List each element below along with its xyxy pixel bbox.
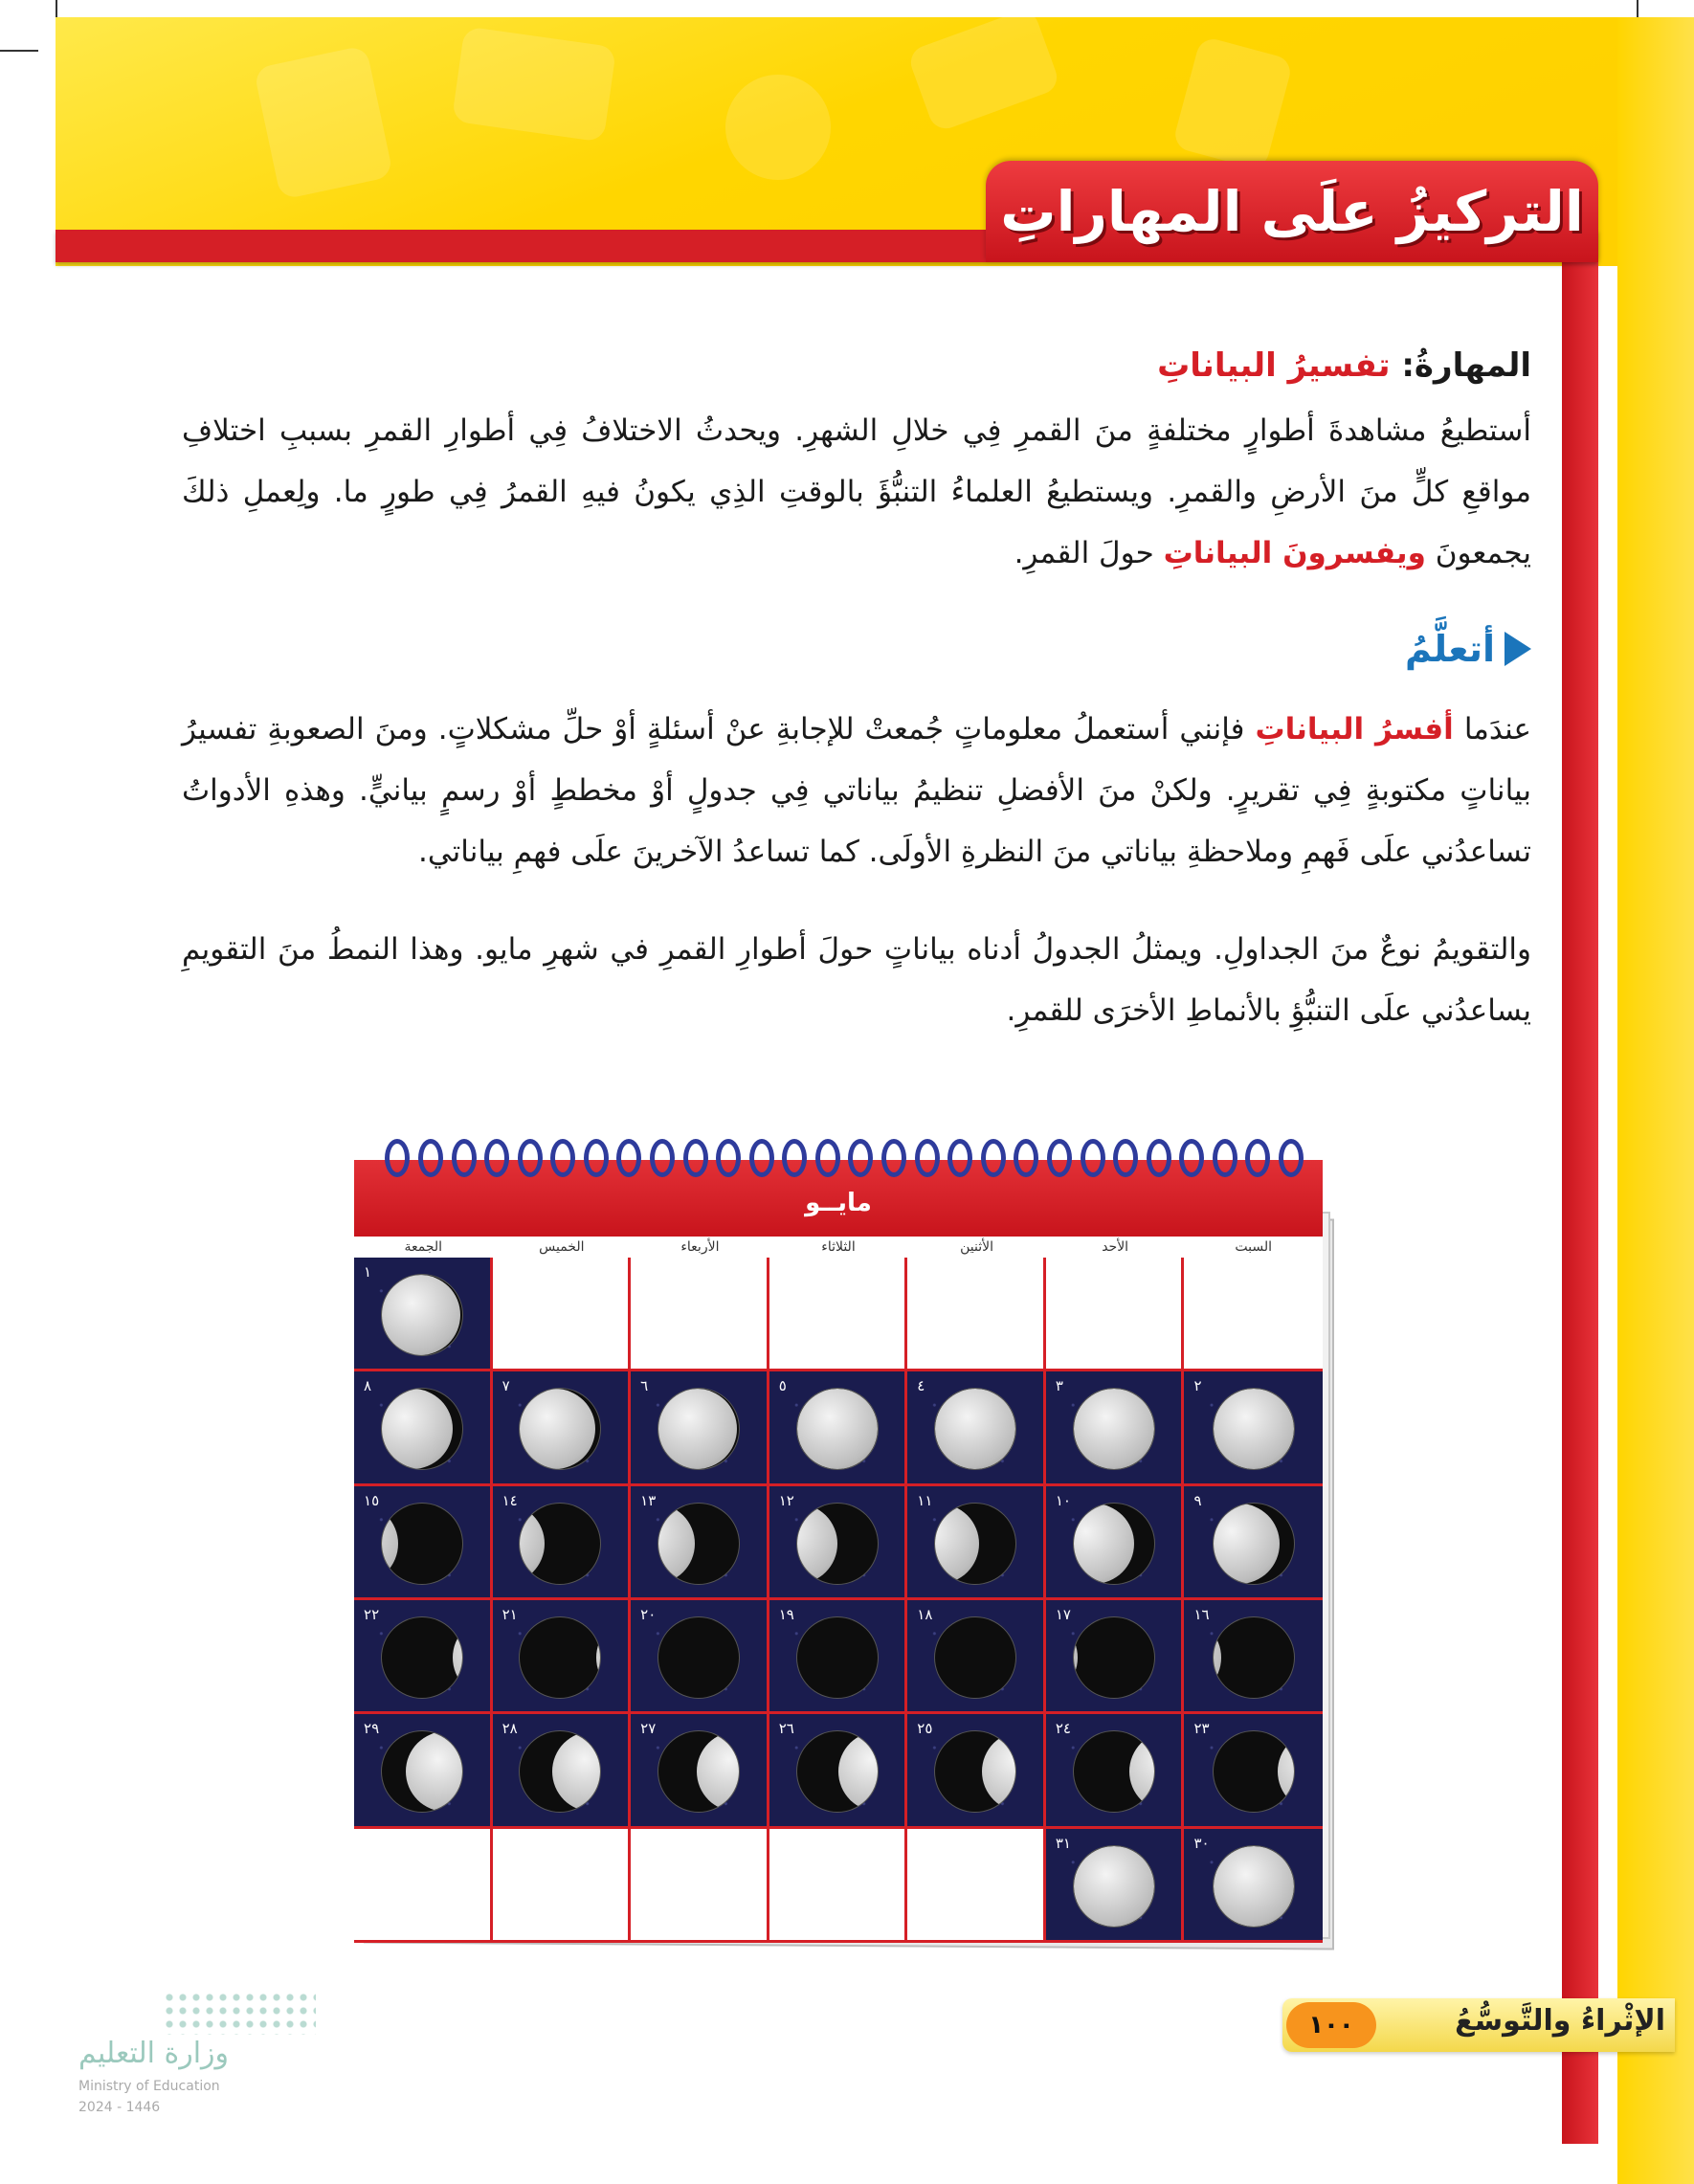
moon-phase-icon	[658, 1389, 739, 1469]
calendar-ring	[981, 1139, 1006, 1177]
calendar-empty-cell	[493, 1829, 632, 1943]
moon-lit-part	[382, 1389, 453, 1469]
day-number: ٢٠	[640, 1606, 657, 1623]
moon-lit-part	[1074, 1617, 1078, 1698]
moon-phase-icon	[1214, 1617, 1294, 1698]
section-title-tab	[986, 161, 1598, 262]
calendar-day-cell	[493, 1600, 632, 1714]
day-number: ١٠	[1055, 1491, 1071, 1509]
moon-phase-calendar	[354, 1139, 1328, 1943]
calendar-ring	[683, 1139, 708, 1177]
day-number: ١٦	[1193, 1606, 1210, 1623]
moon-lit-part	[935, 1389, 1015, 1469]
calendar-empty-cell	[907, 1258, 1046, 1371]
moon-phase-icon	[1214, 1504, 1294, 1584]
moon-lit-part	[1074, 1846, 1154, 1927]
calendar-ring	[881, 1139, 906, 1177]
calendar-empty-cell	[1046, 1258, 1185, 1371]
moon-phase-icon	[1074, 1731, 1154, 1812]
day-number: ١٩	[778, 1606, 794, 1623]
calendar-empty-cell	[631, 1258, 769, 1371]
calendar-day-cell	[354, 1258, 493, 1371]
skill-line	[182, 346, 1531, 385]
ministry-name-ar: وزارة التعليم	[78, 2037, 230, 2070]
moon-lit-part	[520, 1504, 544, 1584]
moon-lit-part	[596, 1617, 600, 1698]
calendar-empty-cell	[631, 1829, 769, 1943]
calendar-empty-cell	[907, 1829, 1046, 1943]
moon-lit-part	[1129, 1731, 1153, 1812]
day-number: ١	[364, 1263, 372, 1281]
learn-p1-highlight: أفسرُ البياناتِ	[1255, 712, 1454, 747]
calendar-day-cell	[631, 1714, 769, 1828]
section-title: التركيزُ علَى المهاراتِ	[1000, 179, 1584, 244]
calendar-ring	[915, 1139, 940, 1177]
calendar-ring	[1213, 1139, 1237, 1177]
day-number: ١٢	[778, 1491, 794, 1509]
moon-lit-part	[982, 1731, 1015, 1812]
calendar-day-cell	[1184, 1486, 1323, 1600]
calendar-ring	[1179, 1139, 1204, 1177]
moon-phase-icon	[382, 1617, 462, 1698]
weekday-label: الأثنين	[960, 1239, 993, 1255]
day-number: ٢	[1193, 1377, 1202, 1395]
calendar-day-cell	[354, 1714, 493, 1828]
day-number: ١٣	[640, 1491, 657, 1509]
moon-phase-icon	[520, 1731, 600, 1812]
intro-text-b: حولَ القمرِ.	[1014, 536, 1154, 570]
calendar-day-cell	[631, 1600, 769, 1714]
page-edge-yellow	[1617, 17, 1694, 2184]
learn-p1-a: عندَما	[1463, 712, 1531, 747]
calendar-ring	[815, 1139, 840, 1177]
day-number: ٢٧	[640, 1720, 657, 1738]
learn-p1-b: فإنني أستعملُ معلوماتٍ جُمعتْ للإجابةِ عنْ أسئلةٍ أوْ حلِّ مشكلاتٍ. ومنَ الصعوبةِ تفسيرُ بياناتٍ مكتوبةٍ فِي تقريرٍ. ولكنْ منَ الأفضلِ تنظيمُ بياناتي فِي جدولٍ أوْ مخططٍ أوْ رسمٍ بيانيٍّ. وهذهِ الأدواتُ تساعدُني علَى فَهمِ وملاحظةِ بياناتي منَ النظرةِ الأولَى. كما تساعدُ الآخرينَ علَى فهمِ بياناتي.	[182, 712, 1531, 869]
moon-phase-icon	[382, 1731, 462, 1812]
moon-lit-part	[382, 1275, 460, 1355]
calendar-ring	[452, 1139, 477, 1177]
learn-heading	[182, 628, 1531, 670]
moon-lit-part	[1214, 1389, 1294, 1469]
calendar-day-cell	[769, 1486, 908, 1600]
skill-name: تفسيرُ البياناتِ	[1157, 346, 1391, 385]
calendar-rings	[385, 1139, 1304, 1187]
calendar-day-cell	[354, 1371, 493, 1485]
calendar-day-cell	[1184, 1371, 1323, 1485]
calendar-empty-cell	[354, 1829, 493, 1943]
calendar-weekdays	[354, 1237, 1323, 1258]
moon-lit-part	[552, 1731, 600, 1812]
calendar-empty-cell	[769, 1258, 908, 1371]
moon-lit-part	[658, 1389, 737, 1469]
moon-lit-part	[406, 1731, 462, 1812]
calendar-day-cell	[1046, 1829, 1185, 1943]
day-number: ١٧	[1055, 1606, 1071, 1623]
weekday-label: الثلاثاء	[821, 1239, 856, 1255]
moon-phase-icon	[935, 1731, 1015, 1812]
pointer-triangle-icon	[1505, 632, 1531, 666]
day-number: ٢٥	[917, 1720, 933, 1738]
learn-block-2	[182, 919, 1531, 1041]
skill-label: المهارةُ:	[1401, 346, 1531, 385]
day-number: ٢٤	[1055, 1720, 1071, 1738]
calendar-empty-cell	[769, 1829, 908, 1943]
calendar-ring	[848, 1139, 873, 1177]
crop-mark	[0, 50, 38, 52]
moon-phase-icon	[520, 1504, 600, 1584]
calendar-ring	[550, 1139, 575, 1177]
day-number: ١٥	[364, 1491, 380, 1509]
day-number: ٣٠	[1193, 1834, 1210, 1852]
ministry-name-en: Ministry of Education	[78, 2079, 220, 2094]
moon-lit-part	[1214, 1504, 1280, 1584]
moon-phase-icon	[935, 1617, 1015, 1698]
calendar-ring	[584, 1139, 609, 1177]
learn-paragraph-1	[182, 699, 1531, 882]
page-edge-red	[1562, 230, 1598, 2144]
moon-phase-icon	[520, 1617, 600, 1698]
calendar-ring	[650, 1139, 675, 1177]
day-number: ١٨	[917, 1606, 933, 1623]
learn-paragraph-2: والتقويمُ نوعٌ منَ الجداولِ. ويمثلُ الجدولُ أدناه بياناتٍ حولَ أطوارِ القمرِ في شهرِ مايو. وهذا النمطُ منَ التقويمِ يساعدُني علَى التنبُّؤِ بالأنماطِ الأخرَى للقمرِ.	[182, 932, 1531, 1028]
day-number: ٩	[1193, 1491, 1202, 1509]
calendar-day-cell	[1046, 1714, 1185, 1828]
calendar-ring	[1245, 1139, 1270, 1177]
moon-lit-part	[1214, 1846, 1294, 1927]
calendar-ring	[1147, 1139, 1171, 1177]
moon-phase-icon	[658, 1504, 739, 1584]
calendar-ring	[1047, 1139, 1072, 1177]
calendar-day-cell	[1046, 1600, 1185, 1714]
calendar-ring	[385, 1139, 410, 1177]
moon-phase-icon	[1214, 1846, 1294, 1927]
moon-lit-part	[520, 1389, 595, 1469]
moon-phase-icon	[658, 1731, 739, 1812]
calendar-empty-cell	[1184, 1258, 1323, 1371]
moon-lit-part	[382, 1504, 398, 1584]
moon-phase-icon	[797, 1504, 878, 1584]
calendar-day-cell	[631, 1486, 769, 1600]
moon-phase-icon	[935, 1389, 1015, 1469]
moon-phase-icon	[1214, 1389, 1294, 1469]
calendar-ring	[418, 1139, 443, 1177]
moon-lit-part	[797, 1504, 837, 1584]
calendar-day-cell	[1184, 1600, 1323, 1714]
calendar-ring	[947, 1139, 972, 1177]
day-number: ٣١	[1055, 1834, 1071, 1852]
moon-lit-part	[838, 1731, 877, 1812]
calendar-ring	[1279, 1139, 1304, 1177]
moon-phase-icon	[797, 1731, 878, 1812]
intro-highlight: ويفسرونَ البياناتِ	[1163, 536, 1426, 570]
calendar-day-cell	[1184, 1829, 1323, 1943]
day-number: ٢٦	[778, 1720, 794, 1738]
calendar-day-cell	[354, 1486, 493, 1600]
calendar-empty-cell	[493, 1258, 632, 1371]
moon-phase-icon	[382, 1389, 462, 1469]
day-number: ٢١	[502, 1606, 518, 1623]
calendar-day-cell	[493, 1486, 632, 1600]
moon-lit-part	[453, 1617, 462, 1698]
calendar-day-cell	[907, 1371, 1046, 1485]
weekday-label: الأحد	[1102, 1239, 1129, 1255]
calendar-day-cell	[769, 1371, 908, 1485]
moon-phase-icon	[797, 1617, 878, 1698]
calendar-day-cell	[907, 1486, 1046, 1600]
learn-heading-text: أتعلَّمُ	[1404, 628, 1495, 670]
weekday-label: السبت	[1235, 1239, 1273, 1255]
calendar-day-cell	[769, 1714, 908, 1828]
calendar-day-cell	[1046, 1371, 1185, 1485]
calendar-ring	[1081, 1139, 1105, 1177]
calendar-ring	[716, 1139, 741, 1177]
day-number: ١٤	[502, 1491, 518, 1509]
day-number: ٦	[640, 1377, 649, 1395]
moon-phase-icon	[1074, 1504, 1154, 1584]
weekday-label: الخميس	[539, 1239, 585, 1255]
calendar-day-cell	[631, 1371, 769, 1485]
moon-phase-icon	[1074, 1389, 1154, 1469]
moon-phase-icon	[797, 1389, 878, 1469]
moon-lit-part	[797, 1389, 878, 1469]
moon-lit-part	[697, 1731, 739, 1812]
calendar-ring	[1113, 1139, 1138, 1177]
calendar-day-cell	[1046, 1486, 1185, 1600]
moon-phase-icon	[382, 1275, 462, 1355]
weekday-label: الأربعاء	[680, 1239, 720, 1255]
day-number: ٧	[502, 1377, 510, 1395]
calendar-ring	[749, 1139, 774, 1177]
intro-text-a: أستطيعُ مشاهدةَ أطوارٍ مختلفةٍ منَ القمرِ فِي خلالِ الشهرِ. ويحدثُ الاختلافُ فِي أطوارِ القمرِ بسببِ اختلافِ مواقعِ كلٍّ منَ الأرضِ والقمرِ. ويستطيعُ العلماءُ التنبُّؤَ بالوقتِ الذِي يكونُ فيهِ القمرُ فِي طورٍ ما. ولِعملِ ذلكَ يجمعونَ	[182, 413, 1531, 570]
calendar-ring	[518, 1139, 543, 1177]
weekday-label: الجمعة	[404, 1239, 443, 1255]
calendar-ring	[484, 1139, 509, 1177]
calendar-day-cell	[354, 1600, 493, 1714]
moon-phase-icon	[658, 1617, 739, 1698]
moon-phase-icon	[382, 1504, 462, 1584]
day-number: ١١	[917, 1491, 933, 1509]
calendar-month: مايــو	[805, 1189, 872, 1217]
calendar-day-cell	[1184, 1714, 1323, 1828]
moon-phase-icon	[935, 1504, 1015, 1584]
calendar-grid	[354, 1258, 1323, 1943]
calendar-day-cell	[493, 1714, 632, 1828]
moon-lit-part	[1278, 1731, 1294, 1812]
learn-block-1	[182, 699, 1531, 882]
day-number: ٢٨	[502, 1720, 518, 1738]
ministry-year: 2024 - 1446	[78, 2100, 161, 2115]
moon-phase-icon	[1074, 1617, 1154, 1698]
moon-phase-icon	[520, 1389, 600, 1469]
day-number: ٤	[917, 1377, 925, 1395]
intro-paragraph	[182, 400, 1531, 584]
calendar-day-cell	[493, 1371, 632, 1485]
day-number: ٢٢	[364, 1606, 380, 1623]
day-number: ٨	[364, 1377, 372, 1395]
calendar-ring	[782, 1139, 807, 1177]
intro-block	[182, 400, 1531, 584]
moon-phase-icon	[1074, 1846, 1154, 1927]
footer-section-label: الإثْراءُ والتَّوسُّعُ	[1455, 2004, 1665, 2038]
day-number: ٥	[778, 1377, 787, 1395]
moon-lit-part	[935, 1504, 979, 1584]
page-number: ١٠٠	[1286, 2002, 1376, 2048]
moon-lit-part	[1074, 1504, 1134, 1584]
day-number: ٢٣	[1193, 1720, 1210, 1738]
calendar-day-cell	[907, 1600, 1046, 1714]
moon-lit-part	[658, 1504, 695, 1584]
moon-phase-icon	[1214, 1731, 1294, 1812]
ministry-logo-icon	[163, 1991, 316, 2035]
calendar-day-cell	[769, 1600, 908, 1714]
moon-lit-part	[1214, 1617, 1221, 1698]
calendar-ring	[616, 1139, 641, 1177]
day-number: ٢٩	[364, 1720, 380, 1738]
moon-lit-part	[1074, 1389, 1154, 1469]
calendar-day-cell	[907, 1714, 1046, 1828]
calendar-ring	[1014, 1139, 1038, 1177]
day-number: ٣	[1055, 1377, 1063, 1395]
